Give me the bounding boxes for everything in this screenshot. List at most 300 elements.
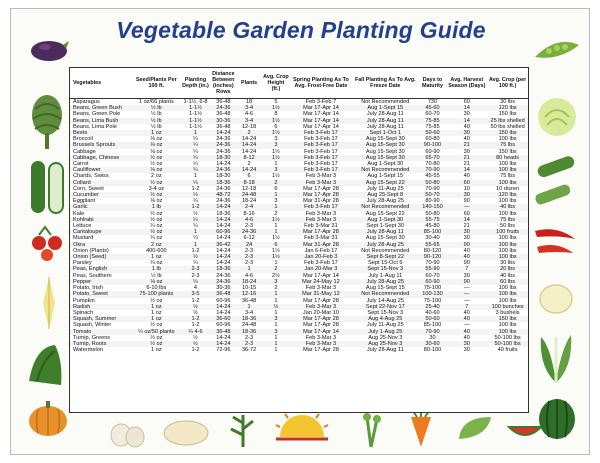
table-cell: ¼: [180, 142, 210, 148]
table-cell: Feb 3-Mar 3: [290, 180, 352, 186]
table-cell: Not Recommended: [352, 204, 419, 210]
table-cell: 1 oz: [151, 347, 162, 354]
artichoke-icon: [27, 89, 67, 151]
table-cell: Jan 6-Feb 17: [304, 247, 338, 254]
table-cell: 140-150: [419, 204, 447, 210]
table-cell: Sept 1-Oct 1: [352, 130, 419, 136]
table-cell: Feb 3-Feb 17: [290, 167, 352, 173]
table-cell: Mar 17-Apr 14: [303, 272, 339, 279]
header-season: Avg. Harvest Season (Days): [446, 68, 487, 99]
table-cell: Not Recommended: [352, 167, 419, 173]
table-cell: ⅛ oz: [132, 142, 180, 148]
table-cell: 80-90: [425, 198, 440, 205]
table-cell: 1 oz: [151, 309, 162, 316]
table-cell: Aug 25-Nov 3: [368, 334, 403, 341]
table-cell: ⅛ oz: [150, 198, 163, 205]
potato-icon: [161, 417, 211, 447]
table-cell: 24-36: [216, 185, 231, 192]
vegetable-name-cell: Collard: [70, 180, 132, 186]
table-cell: 1: [274, 260, 278, 267]
table-cell: 1½: [262, 130, 290, 136]
cucumber-icon: [27, 159, 67, 215]
table-cell: Feb 3-Mar 3: [305, 334, 337, 341]
table-cell: 100 lbs: [498, 297, 517, 304]
table-cell: —: [446, 291, 487, 297]
table-cell: 120 lbs: [487, 105, 528, 111]
vegetable-name-cell: Onion (Seed): [70, 254, 132, 260]
header-rows: [211, 68, 237, 99]
table-cell: 60: [463, 210, 470, 217]
table-cell: 36-42: [211, 242, 237, 248]
planting-table-container: [69, 67, 529, 413]
table-cell: 30-40: [425, 235, 440, 242]
table-cell: ½ oz: [132, 180, 180, 186]
table-cell: 100 lbs: [498, 198, 517, 205]
table-cell: Feb 3-Feb 17: [304, 260, 338, 267]
table-cell: 40: [463, 334, 470, 341]
table-cell: July 11-Aug 25: [366, 322, 404, 329]
table-cell: 24-36: [216, 198, 231, 205]
table-cell: 8-12: [236, 155, 262, 161]
table-cell: 45-60: [419, 105, 447, 111]
table-cell: 40 lbs: [487, 204, 528, 210]
table-cell: 12-18: [241, 123, 257, 130]
table-cell: 50-80: [425, 210, 440, 217]
table-cell: 14: [446, 105, 487, 111]
table-cell: 30-36: [211, 118, 237, 124]
table-cell: 1: [274, 347, 278, 354]
table-cell: 1 lb: [132, 204, 180, 210]
table-cell: Feb 3-Mar 31: [304, 235, 338, 242]
table-cell: ½: [180, 254, 210, 260]
table-cell: Jan 20-Mar 10: [302, 309, 339, 316]
table-cell: 150 lbs: [498, 148, 517, 155]
table-cell: 3: [262, 167, 290, 173]
vegetable-name-cell: Eggplant: [73, 198, 96, 205]
table-cell: July 28-Aug 25: [366, 198, 404, 205]
table-cell: 150 lbs: [487, 316, 528, 322]
table-cell: 100 lbs: [487, 242, 528, 248]
table-cell: 24-36: [216, 148, 231, 155]
vegetable-name-cell: Squash, Summer: [70, 316, 132, 322]
bok-choy-icon: [533, 327, 579, 385]
vegetable-name-cell: Beets: [70, 130, 132, 136]
table-cell: 14-24: [211, 217, 237, 223]
table-cell: 3: [262, 329, 290, 335]
table-cell: 30: [446, 229, 487, 235]
table-cell: 72-96: [216, 347, 231, 354]
table-cell: Aug 15-Sept 30: [352, 142, 419, 148]
table-cell: ½: [193, 210, 198, 217]
table-cell: 21: [446, 142, 487, 148]
table-cell: Aug 15-Sept 30: [365, 148, 405, 155]
table-cell: Feb 3-Mar 31: [304, 223, 338, 230]
garlic-icon: [107, 413, 147, 449]
table-cell: Aug 25-Sept 8: [352, 192, 419, 198]
table-cell: Jan 20-Feb 3: [290, 254, 352, 260]
table-cell: 3-5: [180, 291, 210, 297]
table-cell: 24-48: [236, 192, 262, 198]
vegetable-name-cell: Spinach: [73, 309, 94, 316]
table-cell: 40: [446, 316, 487, 322]
table-cell: 45-80: [425, 223, 440, 230]
table-cell: 6: [274, 123, 278, 130]
table-cell: 2-3: [236, 341, 262, 347]
table-cell: ½ lb: [151, 272, 162, 279]
table-cell: 1: [274, 297, 278, 304]
table-cell: ½: [262, 304, 290, 310]
table-cell: 14-24: [211, 254, 237, 260]
table-cell: 30: [429, 334, 436, 341]
table-cell: ½: [180, 192, 210, 198]
table-cell: ½ oz: [150, 334, 163, 341]
table-cell: 30: [446, 130, 487, 136]
table-cell: 2-4: [236, 204, 262, 210]
table-cell: 36-48: [216, 123, 231, 130]
table-cell: Mar 31-Apr 28: [290, 242, 352, 248]
table-cell: ½: [180, 304, 210, 310]
table-cell: 100 lbs: [498, 161, 517, 168]
table-cell: 25-40: [419, 304, 447, 310]
table-cell: 90: [446, 279, 487, 285]
table-cell: ½ lb: [132, 118, 180, 124]
header-fall: Fall Planting As To Avg. Freeze Date: [352, 68, 419, 99]
table-cell: 30-60: [419, 341, 447, 347]
table-cell: July 28-Aug 11: [366, 347, 404, 354]
table-cell: ¼: [193, 223, 198, 230]
table-cell: 1-1½: [189, 123, 202, 130]
table-cell: July 28-Aug 25: [352, 279, 419, 285]
table-cell: 1-1½: [189, 111, 202, 118]
table-cell: 48-72: [211, 192, 237, 198]
table-cell: 1½: [262, 254, 290, 260]
table-cell: 14-24: [216, 260, 231, 267]
table-cell: 50-80: [419, 180, 447, 186]
table-cell: 1: [180, 130, 210, 136]
table-cell: 75-85: [419, 118, 447, 124]
table-cell: 1-2: [191, 247, 200, 254]
table-cell: Aug 15-Sept 22: [352, 180, 419, 186]
table-cell: 3: [262, 316, 290, 322]
pumpkin-icon: [27, 399, 69, 439]
table-cell: ¼ 4-6: [180, 329, 210, 335]
table-cell: 1: [274, 161, 278, 168]
table-cell: 1 oz/66 plants: [138, 99, 174, 105]
table-cell: 90: [463, 198, 470, 205]
table-cell: 24-36: [236, 229, 262, 235]
header-crop: Avg. Crop (per 100 ft.): [487, 68, 528, 99]
table-cell: Mar 17-Apr 28: [290, 316, 352, 322]
table-cell: Feb 3-Feb 17: [290, 142, 352, 148]
table-cell: ¼: [180, 167, 210, 173]
table-cell: 70-90: [425, 260, 440, 267]
table-cell: 25 lbs shelled: [487, 118, 528, 124]
table-cell: 6-10 lbs: [146, 285, 167, 292]
table-cell: 5: [274, 99, 278, 105]
table-cell: 150 lbs: [487, 130, 528, 136]
table-cell: Mar 17-Apr 14: [303, 123, 339, 130]
celery-icon: [351, 409, 391, 449]
table-cell: 14-24: [211, 304, 237, 310]
table-cell: ½ oz: [150, 210, 163, 217]
table-cell: 1: [262, 229, 290, 235]
cabbage-icon: [535, 95, 579, 139]
table-cell: 100 bunches: [487, 304, 528, 310]
table-cell: 3-4 oz: [148, 185, 165, 192]
table-cell: 3: [274, 136, 278, 143]
table-cell: ¼: [180, 279, 210, 285]
table-cell: 400-600: [146, 247, 167, 254]
table-cell: 60-90: [419, 279, 447, 285]
table-cell: Feb 3-Mar 3: [290, 217, 352, 223]
table-cell: 70-80: [425, 161, 440, 168]
table-cell: 75 lbs: [487, 217, 528, 223]
table-cell: July 14-Aug 25: [366, 297, 404, 304]
table-cell: 40-60: [425, 309, 440, 316]
table-cell: 24-36: [211, 279, 237, 285]
table-cell: 18-36: [216, 210, 231, 217]
carrot-icon: [401, 411, 441, 449]
table-row: [70, 99, 528, 106]
table-cell: Feb 3-Feb 17: [290, 204, 352, 210]
table-cell: 14-24: [216, 309, 231, 316]
table-cell: 85-100: [419, 229, 447, 235]
table-cell: 60-96: [216, 322, 231, 329]
header-plants: Plants: [236, 68, 262, 99]
table-cell: 14-24: [216, 235, 231, 242]
table-cell: 30: [463, 148, 470, 155]
table-cell: 10 dozen: [496, 185, 520, 192]
vegetable-name-cell: Onion (Plants): [73, 247, 109, 254]
table-cell: 80 heads: [487, 155, 528, 161]
table-cell: 65-70: [419, 155, 447, 161]
table-cell: 2: [274, 285, 278, 292]
table-cell: 70-90: [419, 329, 447, 335]
table-cell: 14-24: [241, 148, 257, 155]
table-cell: 1: [180, 229, 210, 235]
lettuce-icon: [25, 341, 67, 389]
table-cell: 1: [236, 304, 262, 310]
table-cell: 100 lbs: [498, 235, 517, 242]
table-cell: 100 fruits: [487, 229, 528, 235]
table-cell: ¼: [180, 180, 210, 186]
header-rows-label: Rows: [216, 89, 231, 95]
table-cell: 70-90: [425, 185, 440, 192]
vegetable-name-cell: Cabbage, Chinese: [70, 155, 132, 161]
table-cell: ¼ oz/50 plants: [132, 329, 180, 335]
table-cell: 100-130: [419, 291, 447, 297]
vegetable-name-cell: Pepper: [70, 279, 132, 285]
table-cell: 1 oz: [132, 316, 180, 322]
table-cell: 2 oz: [151, 173, 162, 180]
table-cell: Sept 22-Nov 17: [352, 304, 419, 310]
table-cell: July 1-Aug 25: [352, 329, 419, 335]
table-cell: 2-3: [245, 334, 254, 341]
table-cell: ½ oz: [150, 322, 163, 329]
table-cell: 2-3: [180, 266, 210, 272]
table-cell: ⅛ oz: [150, 136, 163, 143]
table-cell: Sept 1-Sept 30: [366, 223, 404, 230]
table-cell: 4-6: [245, 272, 254, 279]
table-cell: 30: [463, 235, 470, 242]
header-depth: Planting Depth (in.): [180, 68, 210, 99]
onion-icon: [535, 277, 577, 317]
vegetable-name-cell: Beans, Green Pole: [73, 111, 121, 118]
table-cell: 1: [236, 266, 262, 272]
table-cell: 1½: [272, 247, 280, 254]
table-cell: 4: [193, 285, 198, 292]
table-cell: 1: [262, 192, 290, 198]
table-cell: 100 lbs: [487, 291, 528, 297]
table-cell: 3-4: [236, 118, 262, 124]
table-cell: 30 lbs: [500, 99, 516, 105]
table-cell: ¼: [193, 136, 198, 143]
table-cell: Mar 17-Apr 14: [290, 118, 352, 124]
table-cell: 7: [446, 304, 487, 310]
table-cell: 14-24: [211, 341, 237, 347]
table-cell: 36-72: [241, 347, 257, 354]
table-cell: 50 lbs shelled: [490, 123, 525, 130]
table-cell: 14-24: [241, 136, 257, 143]
table-cell: Feb 3-Feb 17: [290, 130, 352, 136]
table-cell: 1½: [262, 105, 290, 111]
table-cell: 55-75: [419, 217, 447, 223]
table-cell: 85-100: [423, 322, 442, 329]
table-cell: 100 lbs: [487, 254, 528, 260]
table-cell: 18: [245, 99, 253, 105]
table-cell: 1-1½: [180, 118, 210, 124]
table-cell: 75 lbs: [487, 142, 528, 148]
table-cell: 50-60: [419, 316, 447, 322]
table-cell: 30: [463, 111, 470, 118]
table-cell: ½: [180, 341, 210, 347]
table-cell: 36-48: [211, 329, 237, 335]
table-cell: 2: [274, 210, 278, 217]
table-cell: 40 fruits: [497, 347, 518, 354]
vegetable-name-cell: Cantaloupe: [70, 229, 132, 235]
vegetable-name-cell: Brussels Sprouts: [70, 142, 132, 148]
table-cell: 2: [262, 180, 290, 186]
table-cell: 40: [463, 247, 470, 254]
table-cell: 1 oz: [132, 130, 180, 136]
table-cell: Aug 4-Aug 25: [352, 316, 419, 322]
table-cell: Mar 17-Apr 28: [303, 322, 339, 329]
eggplant-icon: [25, 35, 69, 65]
table-cell: Aug 1-Sept 30: [352, 217, 419, 223]
vegetable-name-cell: Broccoli: [73, 136, 93, 143]
table-cell: 80-100: [423, 347, 442, 354]
table-cell: 18-36: [236, 316, 262, 322]
table-cell: 4-6: [245, 111, 254, 118]
table-cell: 40: [463, 309, 470, 316]
table-cell: 60-96: [211, 229, 237, 235]
table-cell: —: [464, 297, 470, 304]
table-cell: 40: [446, 329, 487, 335]
table-cell: 36-48: [216, 99, 231, 105]
table-cell: Mar 31-May 12: [290, 291, 352, 297]
table-cell: 1-2: [191, 347, 200, 354]
vegetable-name-cell: Potato, Irish: [73, 285, 103, 292]
table-cell: 1-2: [191, 185, 200, 192]
table-cell: 1: [274, 309, 278, 316]
vegetable-name-cell: Lettuce: [73, 223, 92, 230]
table-cell: 1: [180, 242, 210, 248]
vegetable-name-cell: Chards, Swiss: [73, 173, 109, 180]
table-cell: 8-18: [236, 180, 262, 186]
vegetable-name-cell: Garlic: [70, 204, 132, 210]
table-cell: 14: [446, 118, 487, 124]
table-cell: ¼ oz: [150, 223, 163, 230]
table-cell: 40: [463, 173, 470, 180]
table-cell: Aug 15-Sept 22: [365, 210, 405, 217]
table-cell: —: [464, 285, 470, 292]
table-cell: 18-36: [236, 329, 262, 335]
header-distance: Distance Between (inches): [212, 71, 235, 89]
table-cell: —: [446, 204, 487, 210]
table-cell: 40 lbs: [500, 272, 516, 279]
vegetable-name-cell: Kohlrabi: [70, 217, 132, 223]
vegetable-name-cell: Peas, English: [70, 266, 132, 272]
table-cell: 36-60: [211, 316, 237, 322]
table-cell: 2: [247, 161, 251, 168]
table-cell: 2-3: [236, 254, 262, 260]
vegetable-name-cell: Potato, Sweet: [70, 291, 132, 297]
table-cell: 55-90: [419, 266, 447, 272]
vegetable-name-cell: Mustard: [73, 235, 94, 242]
vegetable-name-cell: Radish: [70, 304, 132, 310]
planting-guide-poster: [10, 8, 590, 455]
table-cell: 60-90: [425, 148, 440, 155]
table-cell: 1-2: [191, 322, 200, 329]
table-cell: 100 lbs: [498, 247, 517, 254]
table-cell: 18-30: [211, 155, 237, 161]
cherry-tomato-icon: [29, 221, 69, 263]
table-cell: Jan 20-Mar 3: [290, 266, 352, 272]
vegetable-name-cell: Turnip, Roots: [70, 341, 132, 347]
vegetable-name-cell: Asparagus: [73, 99, 100, 105]
table-cell: 24-48: [241, 322, 257, 329]
table-cell: 30-36: [216, 285, 231, 292]
table-cell: ¼: [180, 217, 210, 223]
table-cell: 20 lbs: [487, 266, 528, 272]
table-cell: 6: [262, 242, 290, 248]
table-cell: 18-36: [211, 266, 237, 272]
vegetable-name-cell: Beans, Lima Pole: [73, 123, 117, 130]
table-cell: 1-1½, 6-8: [183, 99, 208, 105]
table-cell: ⅛ oz: [150, 148, 163, 155]
table-cell: 100 lbs: [498, 136, 517, 143]
table-cell: 2½: [272, 272, 280, 279]
vegetable-name-cell: Beans, Lima Bush: [70, 118, 132, 124]
table-cell: July 28-Aug 11: [352, 229, 419, 235]
table-cell: 2-3: [245, 223, 254, 230]
table-cell: 18-24: [236, 279, 262, 285]
table-cell: 1½: [262, 118, 290, 124]
table-cell: Feb 3-Feb 17: [304, 161, 338, 168]
table-cell: 18-30: [216, 173, 231, 180]
table-cell: 14-24: [236, 167, 262, 173]
vegetable-name-cell: Turnip, Greens: [73, 334, 111, 341]
table-cell: 36-48: [211, 291, 237, 297]
table-cell: 14-24: [211, 130, 237, 136]
chili-pepper-icon: [531, 221, 579, 261]
table-cell: 50 lbs: [500, 223, 516, 230]
table-cell: 24-36: [211, 142, 237, 148]
table-cell: 36-48: [216, 111, 231, 118]
herb-sprig-icon: [223, 409, 263, 449]
table-header-row: [70, 68, 528, 99]
table-cell: 100 lbs: [498, 322, 517, 329]
